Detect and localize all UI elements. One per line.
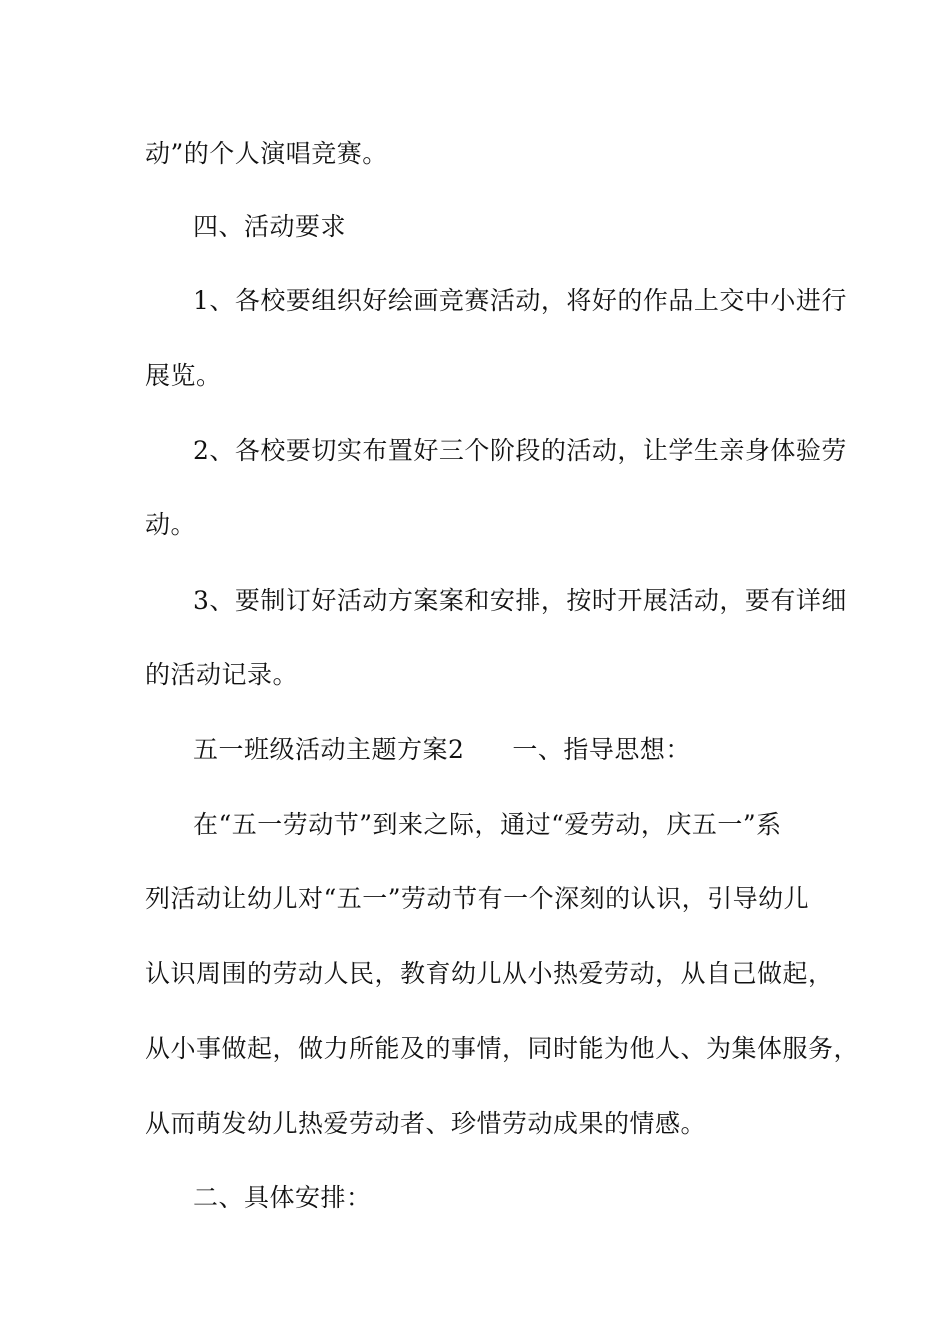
section-heading-requirements: 四、活动要求: [193, 212, 347, 241]
text-line: 3、要制订好活动方案案和安排，按时开展活动，要有详细: [193, 586, 847, 615]
guiding-thought-heading: 一、指导思想：: [512, 735, 691, 764]
text-line: 的活动记录。: [145, 660, 299, 689]
section-heading-plan-2: [193, 733, 873, 767]
text-line: 动。: [145, 510, 197, 539]
text-line: 从小事做起，做力所能及的事情，同时能为他人、为集体服务，: [145, 1034, 860, 1063]
text-line: 1、各校要组织好绘画竞赛活动，将好的作品上交中小进行: [193, 286, 847, 315]
text-line: 在“五一劳动节”到来之际，通过“爱劳动，庆五一”系: [193, 810, 782, 839]
text-line: 动”的个人演唱竞赛。: [145, 139, 388, 168]
section-heading-arrangement: 二、具体安排：: [193, 1183, 372, 1212]
text-line: 从而萌发幼儿热爱劳动者、珍惜劳动成果的情感。: [145, 1109, 707, 1138]
text-line: 2、各校要切实布置好三个阶段的活动，让学生亲身体验劳: [193, 436, 847, 465]
text-line: 展览。: [145, 361, 222, 390]
text-line: 认识周围的劳动人民，教育幼儿从小热爱劳动，从自己做起，: [145, 959, 834, 988]
plan-title: 五一班级活动主题方案2: [193, 735, 465, 764]
text-line: 列活动让幼儿对“五一”劳动节有一个深刻的认识，引导幼儿: [145, 884, 810, 913]
